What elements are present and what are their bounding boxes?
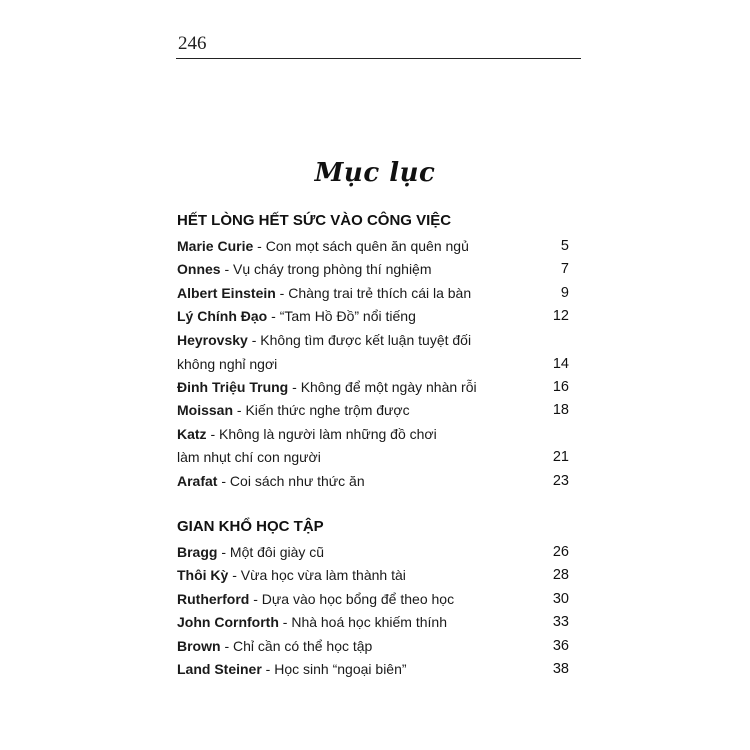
- section-heading: GIAN KHỔ HỌC TẬP: [177, 518, 324, 535]
- entry-name: Moissan: [177, 402, 234, 418]
- entry-page: 23: [552, 473, 569, 489]
- entry-name: Đinh Triệu Trung: [177, 379, 289, 395]
- section-heading: HẾT LÒNG HẾT SỨC VÀO CÔNG VIỆC: [177, 212, 452, 229]
- entry-page: 5: [560, 238, 569, 254]
- toc-entry: Thôi Kỳ - Vừa học vừa làm thành tài 28: [177, 564, 569, 586]
- entry-page: 36: [552, 638, 569, 654]
- entry-page: 7: [560, 261, 569, 277]
- entry-name: Marie Curie: [177, 238, 254, 254]
- entry-name: Lý Chính Đạo: [177, 308, 268, 324]
- entry-page: 26: [552, 544, 569, 560]
- entry-desc: Dựa vào học bổng để theo học: [261, 591, 455, 607]
- entry-desc-continued: không nghỉ ngơi: [177, 356, 278, 372]
- entry-desc: Con mọt sách quên ăn quên ngủ: [265, 238, 469, 254]
- entry-name: Brown: [177, 638, 221, 654]
- entry-name: Onnes: [177, 261, 221, 277]
- entry-page: 16: [552, 379, 569, 395]
- entry-name: Rutherford: [177, 591, 250, 607]
- entry-page: 33: [552, 614, 569, 630]
- entry-desc: Chàng trai trẻ thích cái la bàn: [288, 285, 472, 301]
- entry-desc-continued: làm nhụt chí con người: [177, 449, 321, 465]
- entry-desc: Không tìm được kết luận tuyệt đối: [260, 332, 472, 348]
- entry-name: Katz: [177, 426, 207, 442]
- entry-desc: “Tam Hồ Đồ” nổi tiếng: [279, 308, 416, 324]
- toc-entry: Heyrovsky - Không tìm được kết luận tuyệt đối: [177, 332, 472, 348]
- entry-page: 38: [552, 661, 569, 677]
- toc-entry: Moissan - Kiến thức nghe trộm được 18: [177, 399, 569, 421]
- entry-page: 30: [552, 591, 569, 607]
- entry-desc: Không là người làm những đồ chơi: [219, 426, 437, 442]
- page-number: 246: [178, 33, 207, 54]
- entry-desc: Không để một ngày nhàn rỗi: [300, 379, 477, 395]
- toc-entry: Albert Einstein - Chàng trai trẻ thích cái la bàn 9: [177, 282, 569, 304]
- toc-entry-continuation: [177, 353, 569, 375]
- entry-name: Arafat: [177, 473, 218, 489]
- entry-desc: Vụ cháy trong phòng thí nghiệm: [233, 261, 432, 277]
- toc-entry: Rutherford - Dựa vào học bổng để theo học 30: [177, 588, 569, 610]
- toc-entry: Land Steiner - Học sinh “ngoại biên” 38: [177, 658, 569, 680]
- toc-entry: Katz - Không là người làm những đồ chơi: [177, 426, 437, 442]
- entry-name: Thôi Kỳ: [177, 567, 229, 583]
- entry-page: 9: [560, 285, 569, 301]
- entry-page: 12: [552, 308, 569, 324]
- entry-desc: Chỉ cần có thể học tập: [233, 638, 373, 654]
- entry-page: 18: [552, 402, 569, 418]
- entry-page: 21: [552, 449, 569, 465]
- entry-name: Land Steiner: [177, 661, 262, 677]
- toc-entry: Marie Curie - Con mọt sách quên ăn quên ngủ 5: [177, 235, 569, 257]
- toc-entry: Bragg - Một đôi giày cũ 26: [177, 541, 569, 563]
- entry-desc: Kiến thức nghe trộm được: [245, 402, 410, 418]
- toc-entry: Lý Chính Đạo - “Tam Hồ Đồ” nổi tiếng 12: [177, 305, 569, 327]
- entry-name: Albert Einstein: [177, 285, 276, 301]
- toc-entry: John Cornforth - Nhà hoá học khiếm thính 33: [177, 611, 569, 633]
- toc-title: Mục lục: [314, 158, 436, 188]
- toc-entry: Arafat - Coi sách như thức ăn 23: [177, 470, 569, 492]
- entry-desc: Một đôi giày cũ: [229, 544, 325, 560]
- entry-page: 14: [552, 356, 569, 372]
- toc-entry-continuation: [177, 446, 569, 468]
- entry-desc: Coi sách như thức ăn: [229, 473, 365, 489]
- entry-desc: Nhà hoá học khiếm thính: [291, 614, 447, 630]
- entry-name: Bragg: [177, 544, 218, 560]
- entry-desc: Vừa học vừa làm thành tài: [240, 567, 406, 583]
- entry-desc: Học sinh “ngoại biên”: [274, 661, 407, 677]
- toc-entry: Brown - Chỉ cần có thể học tập 36: [177, 635, 569, 657]
- entry-name: John Cornforth: [177, 614, 279, 630]
- entry-name: Heyrovsky: [177, 332, 248, 348]
- toc-entry: Onnes - Vụ cháy trong phòng thí nghiệm 7: [177, 258, 569, 280]
- entry-page: 28: [552, 567, 569, 583]
- header-rule: [176, 58, 581, 59]
- toc-entry: Đinh Triệu Trung - Không để một ngày nhàn rỗi 16: [177, 376, 569, 398]
